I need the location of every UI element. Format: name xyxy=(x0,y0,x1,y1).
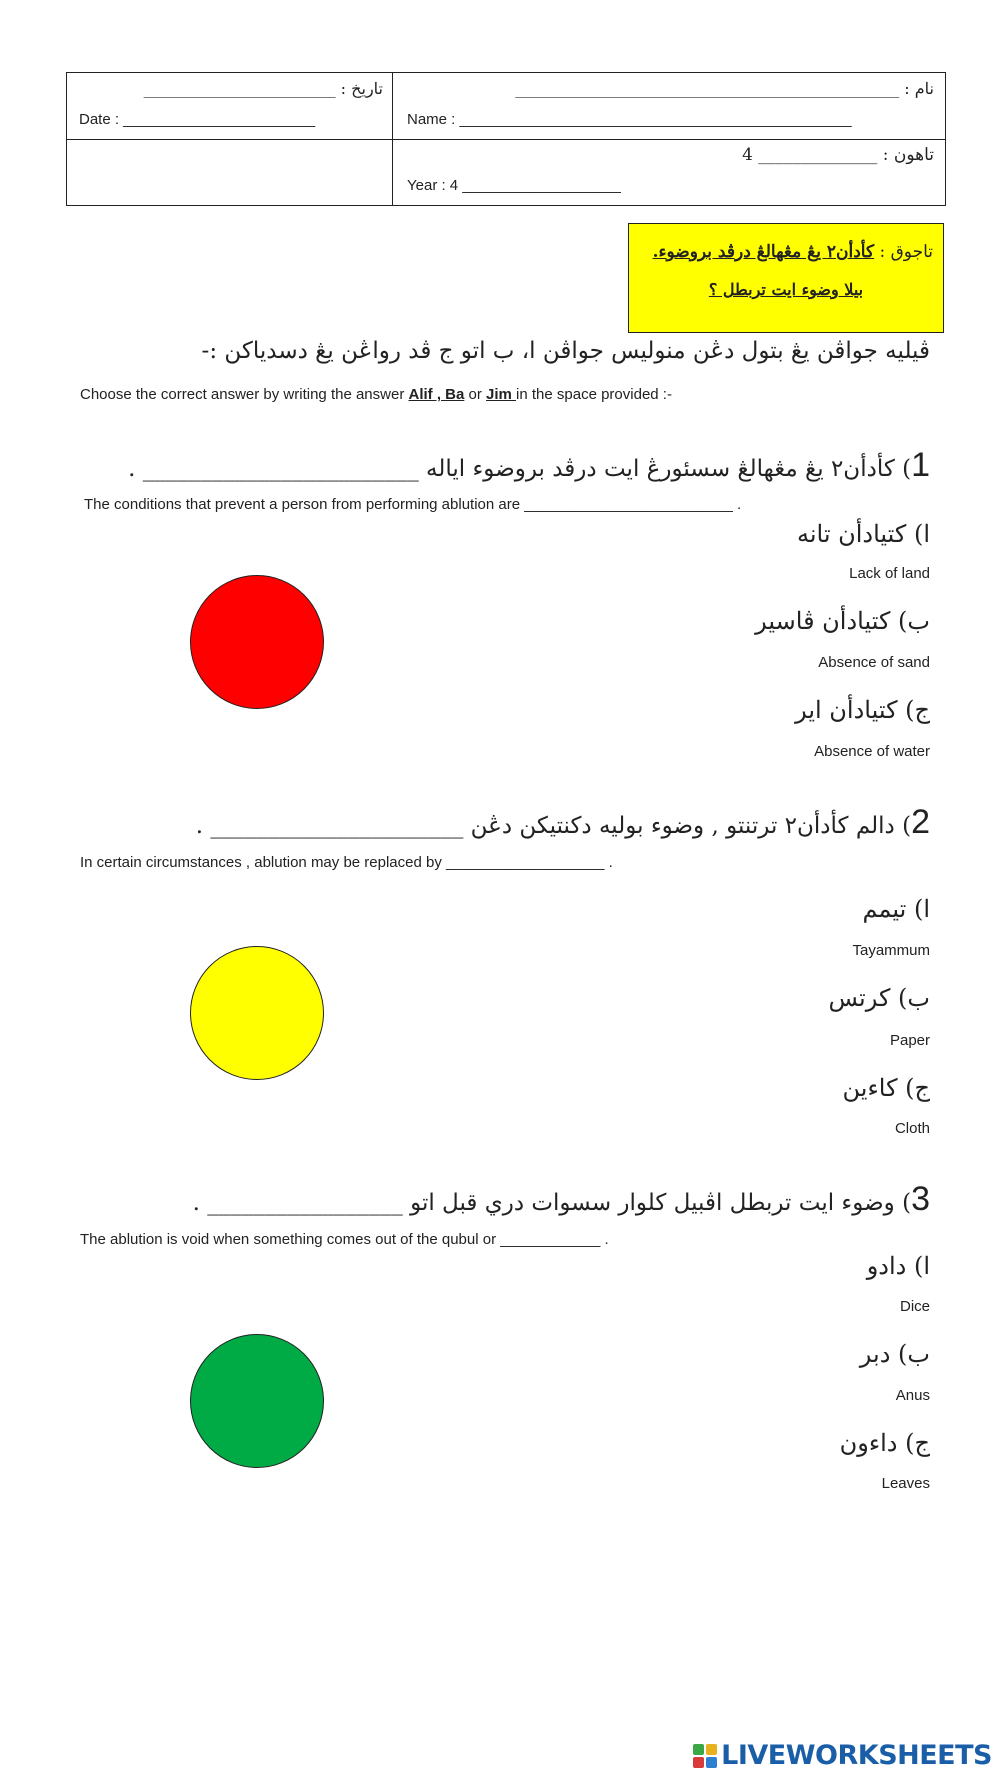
liveworksheets-logo xyxy=(693,1740,992,1771)
question-2-jawi: 2) دالم كأدأن٢ ترتنتو , وضوء بوليه دكنتيكن دڠن ______________________ . xyxy=(195,803,930,841)
instructions-text-prefix: Choose the correct answer by writing the answer xyxy=(80,386,409,403)
topic-line1-wrap xyxy=(653,242,933,262)
q3-option-b-text: دبر xyxy=(859,1340,891,1368)
q1-option-c-letter: ج) xyxy=(905,696,930,724)
q2-option-b-english: Paper xyxy=(889,1032,930,1049)
q1-option-a-letter: ا) xyxy=(913,520,930,548)
q3-option-c-jawi xyxy=(840,1429,930,1457)
question-1-english: The conditions that prevent a person from performing ablution are _________________________ . xyxy=(84,496,742,513)
header-table xyxy=(66,72,946,206)
q2-option-c-letter: ج) xyxy=(905,1074,930,1102)
q2-option-a-letter: ا) xyxy=(913,895,930,923)
name-field[interactable]: Name : _______________________________________________ xyxy=(407,111,852,128)
logo-square-icon xyxy=(706,1744,717,1755)
question-2-english: In certain circumstances , ablution may be replaced by ___________________ . xyxy=(80,854,613,871)
q2-option-b-text: كرتس xyxy=(828,984,891,1012)
instructions-text-suffix: in the space provided :- xyxy=(516,386,672,403)
question-2-number: 2 xyxy=(911,803,930,841)
q3-option-b-jawi xyxy=(860,1340,930,1368)
q1-option-c-text: كتيادأن اير xyxy=(795,696,898,724)
q3-option-c-text: داءون xyxy=(839,1429,898,1457)
q1-option-a-text: كتيادأن تانه xyxy=(796,520,907,548)
q3-option-c-letter: ج) xyxy=(905,1429,930,1457)
header-divider-horizontal xyxy=(67,139,945,140)
q1-option-b-letter: ب) xyxy=(898,607,930,635)
question-3-jawi: 3) وضوء ايت تربطل اڤبيل كلوار سسوات دري قبل اتو _________________ . xyxy=(192,1180,930,1218)
logo-text: LIVEWORKSHEETS xyxy=(721,1740,992,1771)
instructions-bold-jim: Jim xyxy=(486,386,517,403)
topic-box xyxy=(628,223,944,333)
q1-option-b-jawi xyxy=(755,607,930,635)
q3-option-a-jawi xyxy=(867,1252,930,1280)
answer-circle-yellow[interactable] xyxy=(190,946,324,1080)
question-1-jawi-text: كأدأن٢ يڠ مڠهالڠ سسئورڠ ايت درڤد بروضوء اياله ________________________ . xyxy=(128,456,895,482)
q3-option-b-letter: ب) xyxy=(898,1340,930,1368)
instructions-text-or: or xyxy=(464,386,487,403)
question-3-number: 3 xyxy=(911,1180,930,1218)
year-field-jawi[interactable]: تاهون : ______________ 4 xyxy=(742,145,934,165)
q1-option-a-english: Lack of land xyxy=(849,565,930,582)
q1-option-c-jawi xyxy=(795,696,930,724)
question-3-english: The ablution is void when something comes out of the qubul or ____________ . xyxy=(80,1231,609,1248)
question-1-jawi: 1) كأدأن٢ يڠ مڠهالڠ سسئورڠ ايت درڤد بروضوء اياله ________________________ . xyxy=(128,446,930,484)
q1-option-b-text: كتيادأن ڤاسير xyxy=(755,607,891,635)
topic-label: تاجوق : xyxy=(879,242,933,262)
q3-option-a-english: Dice xyxy=(899,1298,930,1315)
instructions-bold-alif-ba: Alif , Ba xyxy=(408,386,465,403)
question-1-number: 1 xyxy=(911,446,930,484)
answer-circle-green[interactable] xyxy=(190,1334,324,1468)
logo-square-icon xyxy=(706,1757,717,1768)
q2-option-a-english: Tayammum xyxy=(852,942,930,959)
q1-option-b-english: Absence of sand xyxy=(818,654,930,671)
q2-option-b-jawi xyxy=(828,984,930,1012)
q2-option-a-text: تيمم xyxy=(862,895,907,923)
topic-title: كأدأن٢ يڠ مڠهالڠ درڤد بروضوء. xyxy=(652,242,875,262)
topic-subtitle: بيلا وضوء ايت تربطل ؟ xyxy=(708,280,864,299)
q2-option-c-text: كاءين xyxy=(842,1074,898,1102)
instructions-english xyxy=(80,386,672,403)
date-field-jawi[interactable]: تاريخ : ________________________ xyxy=(143,79,383,98)
logo-mark-icon xyxy=(693,1744,717,1768)
q1-option-c-english: Absence of water xyxy=(814,743,930,760)
q3-option-c-english: Leaves xyxy=(881,1475,930,1492)
logo-square-icon xyxy=(693,1757,704,1768)
q2-option-a-jawi xyxy=(863,895,930,923)
question-2-jawi-text: دالم كأدأن٢ ترتنتو , وضوء بوليه دكنتيكن دڠن ______________________ . xyxy=(195,813,895,839)
instructions-jawi: ڤيليه جواڤن يڠ بتول دڠن منوليس جواڤن ا، ب اتو ج ڤد رواڠن يڠ دسدياكن :- xyxy=(201,338,930,364)
q2-option-c-english: Cloth xyxy=(894,1120,930,1137)
name-field-jawi[interactable]: نام : ________________________________________________ xyxy=(515,79,934,98)
q3-option-b-english: Anus xyxy=(895,1387,930,1404)
q3-option-a-text: دادو xyxy=(866,1252,907,1280)
question-3-jawi-text: وضوء ايت تربطل اڤبيل كلوار سسوات دري قبل اتو _________________ . xyxy=(192,1190,895,1216)
logo-square-icon xyxy=(693,1744,704,1755)
answer-circle-red[interactable] xyxy=(190,575,324,709)
q2-option-c-jawi xyxy=(843,1074,930,1102)
q3-option-a-letter: ا) xyxy=(913,1252,930,1280)
date-field[interactable]: Date : _______________________ xyxy=(79,111,316,128)
q1-option-a-jawi xyxy=(797,520,930,548)
year-field[interactable]: Year : 4 ___________________ xyxy=(407,177,621,194)
q2-option-b-letter: ب) xyxy=(898,984,930,1012)
